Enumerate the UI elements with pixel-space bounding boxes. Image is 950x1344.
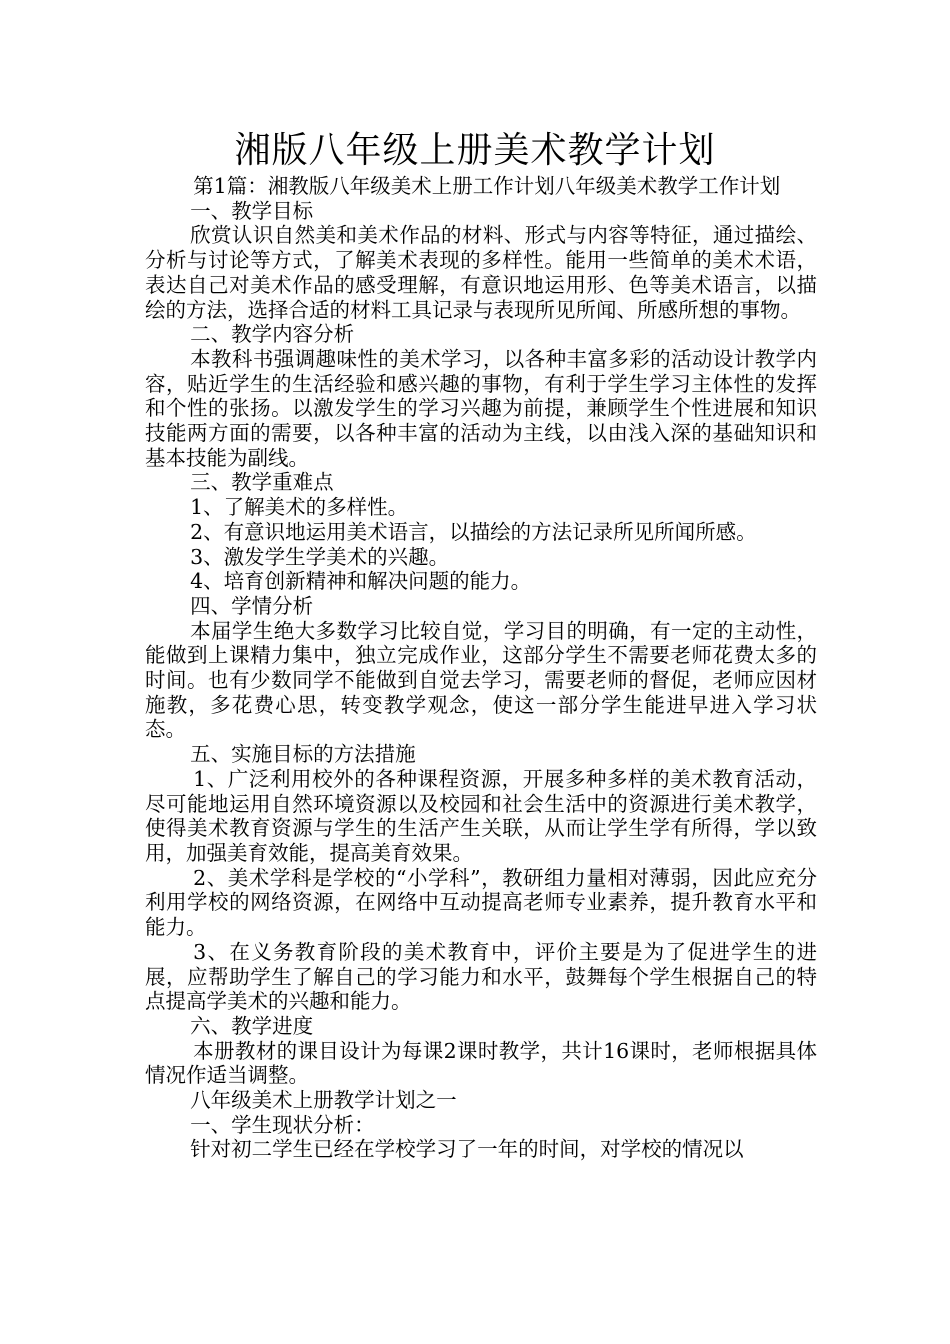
- section-heading-methods: 五、实施目标的方法措施: [190, 742, 416, 767]
- document-title: 湘版八年级上册美术教学计划: [234, 130, 716, 171]
- list-item-key-point-2: 2、有意识地运用美术语言，以描绘的方法记录所见所闻所感。: [190, 519, 757, 544]
- list-item-key-point-3: 3、激发学生学美术的兴趣。: [190, 544, 450, 569]
- section-heading-student-status: 一、学生现状分析：: [190, 1112, 375, 1137]
- list-item-key-point-1: 1、了解美术的多样性。: [190, 495, 409, 520]
- paragraph-method-2: 2、美术学科是学校的“小学科”，教研组力量相对薄弱，因此应充分利用学校的网络资源，在网络中互动提高老师专业素养，提升教育水平和能力。: [145, 865, 817, 940]
- list-item-key-point-4: 4、培育创新精神和解决问题的能力。: [190, 569, 532, 594]
- article-heading: 第1篇：湘教版八年级美术上册工作计划八年级美术教学工作计划: [193, 174, 781, 198]
- paragraph-goals: 欣赏认识自然美和美术作品的材料、形式与内容等特征，通过描绘、分析与讨论等方式，了解美术表现的多样性。能用一些简单的美术术语，表达自己对美术作品的感受理解，有意识地运用形、色等美术语言，以描绘的方法，选择合适的材料工具记录与表现所见所闻、所感所想的事物。: [145, 223, 817, 322]
- section-heading-content-analysis: 二、教学内容分析: [190, 322, 355, 347]
- subtitle-plan-one: 八年级美术上册教学计划之一: [190, 1088, 457, 1113]
- section-heading-schedule: 六、教学进度: [190, 1013, 314, 1038]
- paragraph-method-1: 1、广泛利用校外的各种课程资源，开展多种多样的美术教育活动，尽可能地运用自然环境资源以及校园和社会生活中的资源进行美术教学，使得美术教育资源与学生的生活产生关联，从而让学生学有所得，学以致用，加强美育效能，提高美育效果。: [145, 766, 817, 865]
- document-body: [145, 174, 817, 1162]
- paragraph-method-3: 3、在义务教育阶段的美术教育中，评价主要是为了促进学生的进展，应帮助学生了解自己的学习能力和水平，鼓舞每个学生根据自己的特点提高学美术的兴趣和能力。: [145, 939, 817, 1014]
- section-heading-student-analysis: 四、学情分析: [190, 593, 314, 618]
- section-heading-key-points: 三、教学重难点: [190, 470, 334, 495]
- paragraph-content-analysis: 本教科书强调趣味性的美术学习，以各种丰富多彩的活动设计教学内容，贴近学生的生活经验和感兴趣的事物，有利于学生学习主体性的发挥和个性的张扬。以激发学生的学习兴趣为前提，兼顾学生个性进展和知识技能两方面的需要，以各种丰富的活动为主线，以由浅入深的基础知识和基本技能为副线。: [145, 346, 817, 470]
- paragraph-schedule: 本册教材的课目设计为每课2课时教学，共计16课时，老师根据具体情况作适当调整。: [145, 1038, 817, 1088]
- paragraph-student-analysis: 本届学生绝大多数学习比较自觉，学习目的明确，有一定的主动性，能做到上课精力集中，独立完成作业，这部分学生不需要老师花费太多的时间。也有少数同学不能做到自觉去学习，需要老师的督促，老师应因材施教，多花费心思，转变教学观念，使这一部分学生能进早进入学习状态。: [145, 618, 817, 742]
- paragraph-student-status: 针对初二学生已经在学校学习了一年的时间，对学校的情况以: [190, 1137, 744, 1162]
- section-heading-goals: 一、教学目标: [190, 198, 314, 223]
